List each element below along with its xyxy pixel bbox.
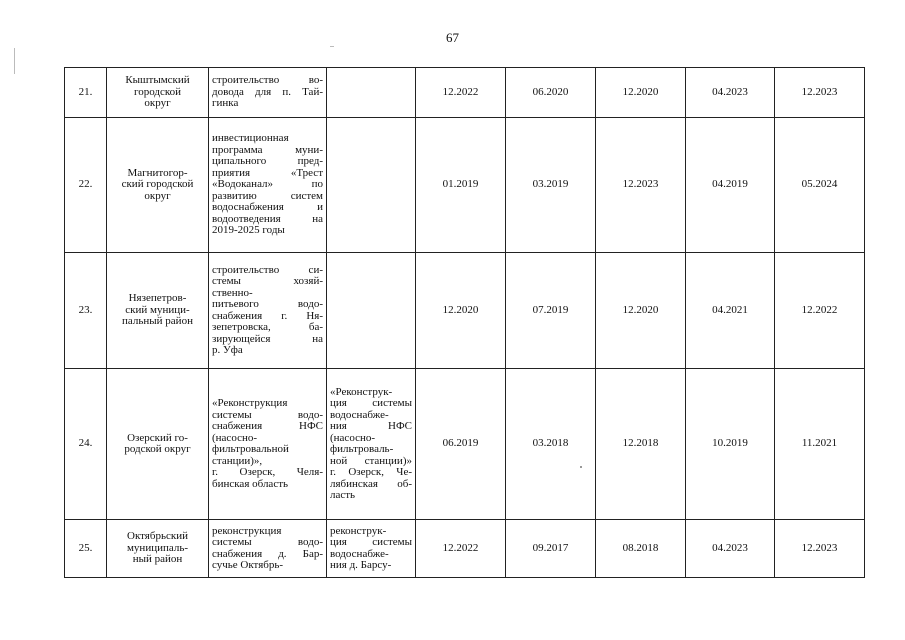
description-line: снабжения г. Ня-: [212, 309, 323, 322]
description-line: системы водо-: [212, 408, 323, 421]
description-line: р. Уфа: [212, 344, 243, 356]
description-line: снабжения НФС: [212, 420, 323, 432]
region-cell: [107, 253, 209, 369]
date-cell: 05.2024: [775, 118, 865, 253]
date-cell: 07.2019: [506, 253, 596, 369]
region-cell: [107, 68, 209, 118]
description-line: фильтроваль-: [330, 443, 394, 455]
region-cell: [107, 520, 209, 578]
description-line: снабжения д. Бар-: [212, 547, 323, 560]
water-supply-projects-table: [64, 67, 865, 578]
region-line: Озерский го-: [127, 431, 188, 444]
row-number: 22.: [65, 118, 107, 253]
date-cell: 10.2019: [686, 369, 775, 520]
description-line: ния НФС: [330, 420, 412, 432]
row-number: 24.: [65, 369, 107, 520]
description-line: ласть: [330, 489, 356, 501]
table-row: [65, 253, 865, 369]
description-line: водоснабже-: [330, 547, 389, 560]
description-line: ной станции)»: [330, 454, 412, 467]
date-cell: 01.2019: [416, 118, 506, 253]
description-line: приятия «Трест: [212, 166, 323, 179]
date-cell: 03.2019: [506, 118, 596, 253]
date-cell: 12.2023: [596, 118, 686, 253]
description-line: 2019-2025 годы: [212, 224, 285, 237]
table-row: [65, 520, 865, 578]
date-cell: 03.2018: [506, 369, 596, 520]
description-line: ния д. Барсу-: [330, 559, 392, 571]
description-line: ция системы: [330, 536, 412, 548]
description-line: развитию систем: [212, 189, 323, 202]
region-line: родской округ: [124, 443, 191, 455]
project-title-cell: [327, 253, 416, 369]
project-title-cell: [327, 118, 416, 253]
date-cell: 04.2019: [686, 118, 775, 253]
date-cell: 12.2020: [596, 68, 686, 118]
date-cell: 12.2020: [416, 253, 506, 369]
row-number: 25.: [65, 520, 107, 578]
scan-dash-mark: [330, 46, 334, 47]
row-number: 23.: [65, 253, 107, 369]
description-line: строительство си-: [212, 263, 323, 276]
project-description-cell: [209, 369, 327, 520]
date-cell: 12.2022: [416, 520, 506, 578]
region-cell: [107, 369, 209, 520]
description-line: водоснабже-: [330, 408, 389, 421]
region-line: Кыштымский: [125, 74, 190, 87]
description-line: стемы хозяй-: [212, 275, 323, 287]
description-line: водоотведения на: [212, 212, 323, 225]
scan-edge-mark: [14, 48, 15, 74]
description-line: реконструкция: [212, 524, 282, 537]
date-cell: 06.2019: [416, 369, 506, 520]
date-cell: 11.2021: [775, 369, 865, 520]
region-line: ский муници-: [125, 303, 190, 316]
region-line: ский городской: [121, 178, 194, 191]
region-line: городской: [133, 85, 182, 98]
project-description-cell: [209, 68, 327, 118]
project-description-cell: [209, 520, 327, 578]
region-line: пальный район: [122, 315, 193, 328]
project-description-cell: [209, 118, 327, 253]
description-line: (насосно-: [212, 431, 258, 444]
region-line: Магнитогор-: [127, 166, 188, 179]
date-cell: 09.2017: [506, 520, 596, 578]
region-line: ный район: [132, 553, 183, 566]
description-line: зирующейся на: [212, 332, 323, 345]
page-number: 67: [446, 30, 459, 45]
description-line: зепетровска, ба-: [212, 321, 323, 333]
description-line: «Водоканал» по: [212, 178, 323, 191]
region-cell: [107, 118, 209, 253]
description-line: питьевого водо-: [212, 298, 323, 310]
date-cell: 06.2020: [506, 68, 596, 118]
region-line: округ: [144, 189, 171, 202]
description-line: строительство во-: [212, 74, 323, 87]
project-title-cell: [327, 520, 416, 578]
region-line: Нязепетров-: [128, 292, 187, 305]
description-line: ципального пред-: [212, 155, 323, 168]
date-cell: 12.2020: [596, 253, 686, 369]
table-row: [65, 68, 865, 118]
description-line: ственно-: [212, 286, 253, 299]
table-row: [65, 118, 865, 253]
date-cell: 12.2018: [596, 369, 686, 520]
project-description-cell: [209, 253, 327, 369]
date-cell: 08.2018: [596, 520, 686, 578]
project-title-cell: [327, 369, 416, 520]
description-line: системы водо-: [212, 536, 323, 548]
description-line: г. Озерск, Челя-: [212, 466, 323, 478]
project-title-cell: [327, 68, 416, 118]
date-cell: 04.2021: [686, 253, 775, 369]
date-cell: 12.2022: [775, 253, 865, 369]
date-cell: 04.2023: [686, 68, 775, 118]
description-line: (насосно-: [330, 431, 376, 444]
description-line: гинка: [212, 97, 239, 110]
description-line: инвестиционная: [212, 132, 289, 145]
description-line: «Реконструк-: [330, 385, 393, 398]
region-line: Октябрьский: [127, 530, 188, 543]
description-line: водоснабжения и: [212, 201, 323, 214]
region-line: округ: [144, 97, 171, 110]
description-line: г. Озерск, Че-: [330, 466, 412, 478]
description-line: сучье Октябрь-: [212, 559, 284, 571]
region-line: муниципаль-: [126, 541, 189, 554]
date-cell: 12.2022: [416, 68, 506, 118]
description-line: ция системы: [330, 397, 412, 409]
description-line: станции)»,: [212, 454, 263, 467]
description-line: фильтровальной: [212, 443, 289, 455]
date-cell: 04.2023: [686, 520, 775, 578]
description-line: лябинская об-: [330, 477, 412, 490]
table-row: [65, 369, 865, 520]
description-line: «Реконструкция: [212, 397, 288, 409]
date-cell: 12.2023: [775, 520, 865, 578]
date-cell: 12.2023: [775, 68, 865, 118]
description-line: довода для п. Тай-: [212, 85, 323, 98]
row-number: 21.: [65, 68, 107, 118]
description-line: реконструк-: [330, 524, 387, 537]
description-line: бинская область: [212, 477, 289, 490]
description-line: программа муни-: [212, 143, 323, 156]
